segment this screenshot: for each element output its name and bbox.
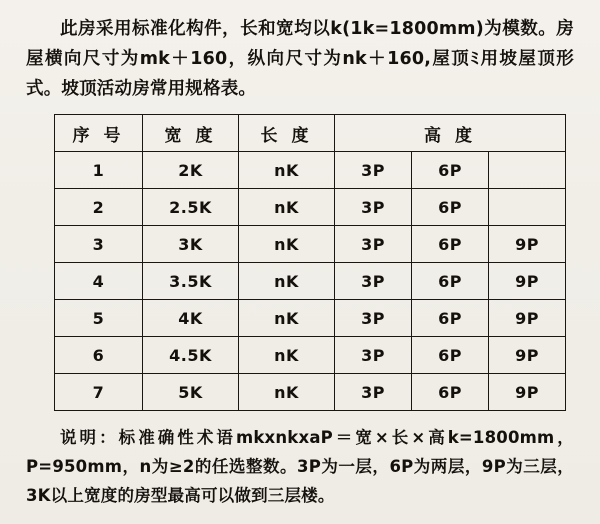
table-row bbox=[55, 189, 566, 226]
cell-no: 3 bbox=[55, 226, 143, 263]
cell-height-1: 3P bbox=[335, 337, 412, 374]
cell-width: 2.5K bbox=[143, 189, 239, 226]
cell-height-2: 6P bbox=[412, 189, 489, 226]
cell-height-3: 9P bbox=[489, 300, 566, 337]
cell-length: nK bbox=[239, 226, 335, 263]
cell-height-2: 6P bbox=[412, 300, 489, 337]
cell-height-1: 3P bbox=[335, 226, 412, 263]
cell-width: 4.5K bbox=[143, 337, 239, 374]
cell-height-1: 3P bbox=[335, 263, 412, 300]
cell-length: nK bbox=[239, 189, 335, 226]
cell-width: 2K bbox=[143, 152, 239, 189]
cell-length: nK bbox=[239, 152, 335, 189]
cell-length: nK bbox=[239, 263, 335, 300]
header-length: 长 度 bbox=[239, 115, 335, 152]
cell-height-2: 6P bbox=[412, 374, 489, 411]
table-header-row bbox=[55, 115, 566, 152]
table-row bbox=[55, 226, 566, 263]
cell-no: 4 bbox=[55, 263, 143, 300]
cell-width: 3.5K bbox=[143, 263, 239, 300]
header-no: 序 号 bbox=[55, 115, 143, 152]
table-row bbox=[55, 374, 566, 411]
cell-height-3: 9P bbox=[489, 337, 566, 374]
cell-length: nK bbox=[239, 337, 335, 374]
cell-height-1: 3P bbox=[335, 300, 412, 337]
cell-no: 5 bbox=[55, 300, 143, 337]
intro-paragraph: 此房采用标准化构件，长和宽均以k(1k=1800mm)为模数。房屋横向尺寸为mk＋160，纵向尺寸为nk＋160,屋顶ﾐ用坡屋顶形式。坡顶活动房常用规格表。 bbox=[26, 19, 574, 99]
table-row bbox=[55, 152, 566, 189]
cell-no: 2 bbox=[55, 189, 143, 226]
cell-height-1: 3P bbox=[335, 374, 412, 411]
header-width: 宽 度 bbox=[143, 115, 239, 152]
cell-height-3: 9P bbox=[489, 226, 566, 263]
cell-no: 6 bbox=[55, 337, 143, 374]
table-row bbox=[55, 300, 566, 337]
spec-table bbox=[54, 114, 566, 411]
cell-height-2: 6P bbox=[412, 263, 489, 300]
spec-table-container bbox=[26, 114, 574, 411]
cell-height-1: 3P bbox=[335, 189, 412, 226]
header-height: 高 度 bbox=[335, 115, 566, 152]
cell-height-3 bbox=[489, 189, 566, 226]
cell-height-2: 6P bbox=[412, 152, 489, 189]
table-row bbox=[55, 263, 566, 300]
cell-height-3: 9P bbox=[489, 263, 566, 300]
cell-length: nK bbox=[239, 300, 335, 337]
cell-height-1: 3P bbox=[335, 152, 412, 189]
cell-height-2: 6P bbox=[412, 226, 489, 263]
cell-height-3: 9P bbox=[489, 374, 566, 411]
note-paragraph: 说明：标准确性术语mkxnkxaP＝宽×长×高k=1800mm，P=950mm，n为≥2的任选整数。3P为一层，6P为两层，9P为三层，3K以上宽度的房型最高可以做到三层楼。 bbox=[26, 428, 574, 505]
cell-width: 3K bbox=[143, 226, 239, 263]
cell-length: nK bbox=[239, 374, 335, 411]
cell-no: 7 bbox=[55, 374, 143, 411]
cell-height-3 bbox=[489, 152, 566, 189]
cell-width: 4K bbox=[143, 300, 239, 337]
cell-no: 1 bbox=[55, 152, 143, 189]
table-row bbox=[55, 337, 566, 374]
cell-height-2: 6P bbox=[412, 337, 489, 374]
cell-width: 5K bbox=[143, 374, 239, 411]
